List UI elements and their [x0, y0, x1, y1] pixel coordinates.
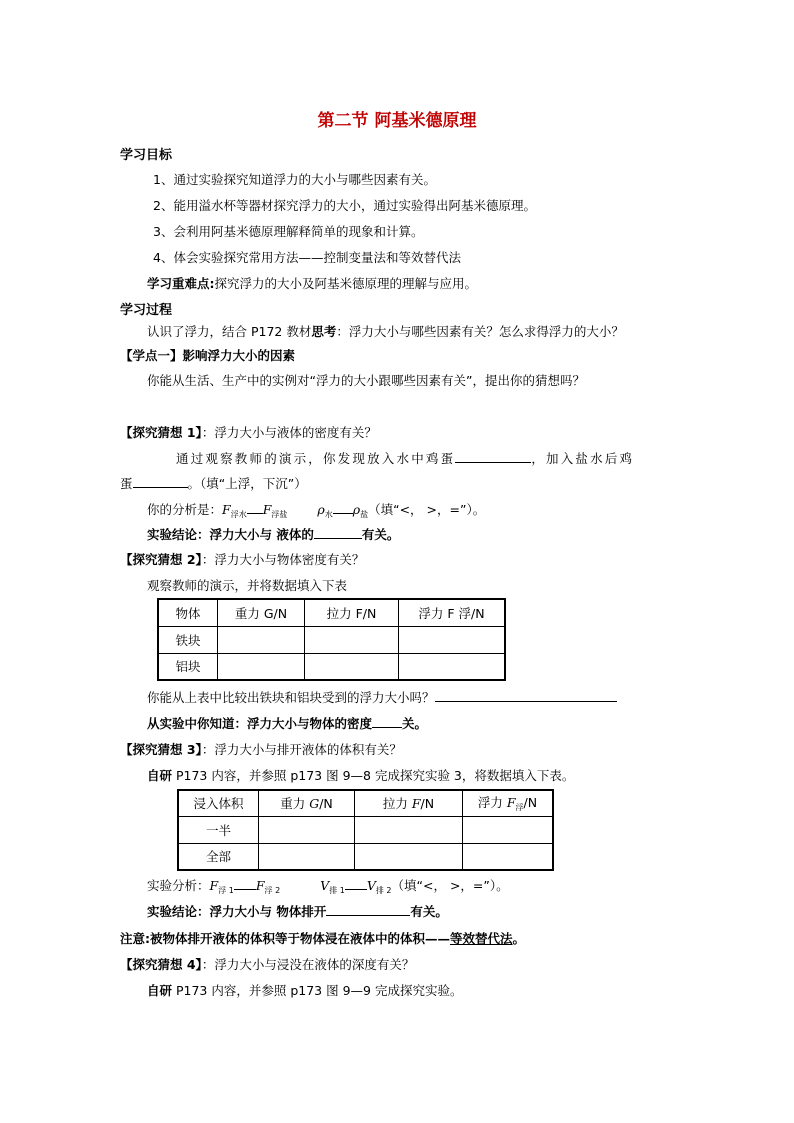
- question-text: 你能从上表中比较出铁块和铝块受到的浮力大小吗？: [147, 690, 435, 705]
- guess1-line1-a: 通过观察教师的演示，你发现放入水中鸡蛋: [176, 451, 456, 466]
- guess2-conclusion: [147, 714, 427, 732]
- guess3-text: ：浮力大小与排开液体的体积有关？: [201, 742, 402, 757]
- objective-item: 3、会利用阿基米德原理解释简单的现象和计算。: [153, 224, 424, 239]
- self-label: 自研: [147, 983, 173, 998]
- blank-conclusion1[interactable]: [314, 526, 362, 539]
- table-header: 拉力 F/N: [305, 599, 399, 626]
- subscript: 排 2: [375, 886, 392, 895]
- blank-conclusion3[interactable]: [326, 903, 410, 916]
- subscript: 盐: [360, 510, 369, 519]
- self-label: 自研: [147, 768, 173, 783]
- note: [120, 929, 525, 947]
- table-header: 浮力 F 浮/N: [399, 599, 506, 626]
- force-symbol: F: [255, 878, 265, 893]
- table-cell[interactable]: [355, 843, 463, 870]
- analysis-label: 实验分析：: [147, 878, 210, 893]
- guess1-label: 【探究猜想 1】: [120, 425, 202, 440]
- guess1-line2-b: 。（填“上浮，下沉”）: [187, 476, 307, 491]
- blank-compare-answer[interactable]: [435, 689, 617, 702]
- table-header: 重力 G/N: [218, 599, 305, 626]
- point1-label: 【学点一】: [120, 348, 183, 363]
- volume-symbol: V: [320, 878, 330, 893]
- subscript: 排 1: [329, 886, 345, 895]
- subscript: 浮盐: [271, 510, 288, 519]
- process-heading: 学习过程: [120, 303, 173, 318]
- table-header: 物体: [158, 599, 218, 626]
- guess3-analysis: [147, 876, 509, 896]
- guess2-question: [147, 688, 617, 706]
- note-method: 等效替代法: [450, 931, 513, 946]
- objective-item: 4、体会实验探究常用方法——控制变量法和等效替代法: [153, 250, 461, 265]
- objectives-heading: 学习目标: [120, 148, 173, 163]
- table-cell[interactable]: [305, 626, 399, 653]
- table-header: 浸入体积: [178, 790, 259, 816]
- guess1-analysis: [147, 500, 485, 520]
- guess2-observe: 观察教师的演示，并将数据填入下表: [147, 578, 348, 593]
- fill-hint: （填“<， >，=”）。: [368, 502, 486, 517]
- conclusion-a: 实验结论：浮力大小与 物体排开: [147, 904, 327, 919]
- guess1-heading: [120, 423, 377, 441]
- conclusion-b: 有关。: [410, 904, 448, 919]
- blank-compare-force[interactable]: [247, 501, 263, 514]
- table-header: 拉力 F/N: [355, 790, 463, 816]
- guess2-text: ：浮力大小与物体密度有关？: [201, 552, 365, 567]
- table-cell[interactable]: [259, 843, 355, 870]
- table-header: 浮力 $F_浮/N$: [463, 790, 554, 816]
- intro-line: [147, 322, 624, 340]
- self-text: P173 内容，并参照 p173 图 9—9 完成探究实验。: [172, 983, 463, 998]
- guess1-line1: [176, 449, 634, 467]
- guess2-heading: [120, 550, 364, 568]
- force-symbol: F: [262, 502, 272, 517]
- guess1-line2: [120, 474, 307, 492]
- volume-symbol: V: [366, 878, 376, 893]
- conclusion-b: 有关。: [361, 527, 400, 542]
- table-cell[interactable]: [259, 816, 355, 843]
- point1-title: 影响浮力大小的因素: [182, 348, 296, 363]
- table-cell[interactable]: [355, 816, 463, 843]
- guess4-label: 【探究猜想 4】: [120, 957, 202, 972]
- key-points-text: 探究浮力的大小及阿基米德原理的理解与应用。: [214, 276, 478, 291]
- blank-water-egg[interactable]: [455, 450, 531, 463]
- table-row-label: 铝块: [158, 653, 218, 680]
- table-header: 重力 G/N: [259, 790, 355, 816]
- force-symbol: F: [222, 502, 231, 517]
- table-row-label: 一半: [178, 816, 259, 843]
- table-cell[interactable]: [399, 626, 506, 653]
- note-dash: ——: [425, 931, 451, 946]
- note-label: 注意:: [120, 931, 150, 946]
- subscript: 浮 1: [218, 886, 234, 895]
- guess2-label: 【探究猜想 2】: [120, 552, 202, 567]
- objective-item: 1、通过实验探究知道浮力的大小与哪些因素有关。: [153, 172, 436, 187]
- subscript: 水: [324, 510, 333, 519]
- page-title: 第二节 阿基米德原理: [317, 111, 477, 131]
- intro-bold: 思考: [311, 324, 337, 339]
- volume-table: [177, 789, 554, 871]
- analysis-label: 你的分析是：: [147, 502, 223, 517]
- rho-symbol: ρ: [352, 502, 361, 517]
- point1-question: 你能从生活、生产中的实例对“浮力的大小跟哪些因素有关”，提出你的猜想吗？: [147, 373, 585, 388]
- intro-pre: 认识了浮力，结合 P172 教材: [147, 324, 312, 339]
- subscript: 浮 2: [264, 886, 281, 895]
- table-cell[interactable]: [218, 626, 305, 653]
- guess3-self: [147, 766, 574, 784]
- key-points: [147, 274, 477, 292]
- subscript: 浮水: [230, 510, 247, 519]
- conclusion-a: 从实验中你知道：浮力大小与物体的密度: [147, 716, 373, 731]
- conclusion-b: 关。: [402, 716, 428, 731]
- guess4-self: [147, 981, 462, 999]
- guess1-line1-b: ，加入盐水后鸡: [531, 451, 635, 466]
- fill-hint: （填“<， >，=”）。: [391, 878, 509, 893]
- note-end: 。: [512, 931, 526, 946]
- blank-compare-force3[interactable]: [234, 877, 256, 890]
- blank-compare-density[interactable]: [333, 501, 353, 514]
- objective-item: 2、能用溢水杯等器材探究浮力的大小，通过实验得出阿基米德原理。: [153, 198, 536, 213]
- guess3-heading: [120, 740, 402, 758]
- table-cell[interactable]: [463, 843, 554, 870]
- guess3-label: 【探究猜想 3】: [120, 742, 202, 757]
- blank-compare-volume[interactable]: [345, 877, 367, 890]
- guess1-text: ：浮力大小与液体的密度有关？: [201, 425, 377, 440]
- intro-post: ：浮力大小与哪些因素有关？怎么求得浮力的大小？: [336, 324, 624, 339]
- guess3-conclusion: [147, 902, 448, 920]
- table-cell[interactable]: [218, 653, 305, 680]
- guess1-line2-a: 蛋: [120, 476, 133, 491]
- point1-heading: [120, 346, 295, 364]
- key-points-label: 学习重难点:: [147, 276, 215, 291]
- guess4-text: ：浮力大小与浸没在液体的深度有关？: [201, 957, 415, 972]
- note-text: 被物体排开液体的体积等于物体浸在液体中的体积: [150, 931, 426, 946]
- rho-symbol: ρ: [317, 502, 325, 517]
- blank-salt-egg[interactable]: [133, 475, 188, 488]
- self-text: P173 内容，并参照 p173 图 9—8 完成探究实验 3，将数据填入下表。: [172, 768, 575, 783]
- blank-conclusion2[interactable]: [372, 715, 402, 728]
- table-row-label: 铁块: [158, 626, 218, 653]
- force-symbol: F: [209, 878, 219, 893]
- table-cell[interactable]: [305, 653, 399, 680]
- guess1-conclusion: [147, 525, 399, 543]
- conclusion-a: 实验结论：浮力大小与 液体的: [147, 527, 314, 542]
- table-row-label: 全部: [178, 843, 259, 870]
- guess4-heading: [120, 955, 414, 973]
- table-cell[interactable]: [463, 816, 554, 843]
- table-cell[interactable]: [399, 653, 506, 680]
- density-table: [157, 598, 506, 681]
